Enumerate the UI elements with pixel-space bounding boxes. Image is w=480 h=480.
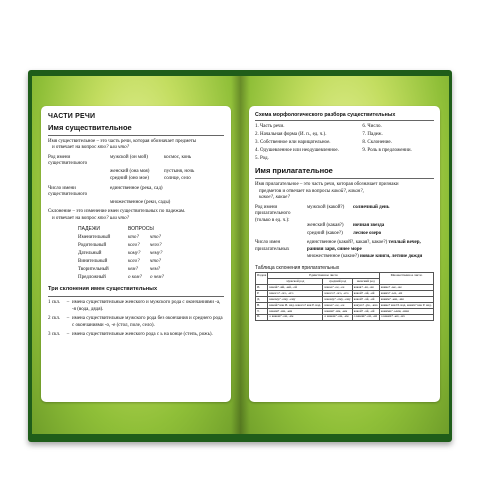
adj-gender-row-1: женский (какая?) ночная звезда	[307, 223, 385, 229]
scheme-list	[255, 124, 434, 164]
case-row: Именительный кто? что?	[78, 234, 161, 240]
case-row: Предложный о ком? о чем?	[78, 275, 164, 281]
table-header-case: Падеж	[256, 273, 268, 285]
scheme-col-2	[362, 124, 434, 164]
adj-number-row-0: Число имен прилагательных единственное (какой?, какая?, какое?) теплый вечер, ранняя заря, синее море	[255, 240, 421, 252]
adj-number-row-1: множественное (какие?) новые книги, летние дожди	[307, 254, 423, 260]
three-declensions-title: Три склонения имен существительных	[48, 285, 158, 292]
table-row: И. какой? -ий, -ый, -ой какое? -ое, -ее какая? -ая, -яя какие? -ые, -ие	[256, 285, 434, 291]
scheme-item: 5. Род.	[255, 156, 269, 162]
gender-row-1	[48, 169, 224, 176]
decl-line-2: и отвечает на вопрос	[52, 215, 97, 221]
scheme-item: 7. Падеж.	[362, 131, 383, 137]
right-page	[240, 76, 449, 434]
case-row: Родительный кого? чего?	[78, 242, 162, 248]
gender-kind: женский (она моя)	[110, 168, 150, 174]
adj-def-question-2: какое?, какие?	[259, 195, 290, 201]
number-kind: множественное (реки, сады)	[110, 199, 171, 205]
divider	[255, 120, 434, 121]
scheme-item: 8. Склонение.	[362, 140, 392, 146]
noun-title: Имя существительное	[48, 123, 132, 133]
scheme-item: 3. Собственное или нарицательное.	[255, 140, 331, 146]
number-label: Число имени существительного	[48, 185, 88, 198]
table-row: Т. каким? -им, -ым каким? -им, -ым какой? -ой, -ей какими? -ыми, -ими	[256, 308, 434, 314]
number-row-1	[48, 200, 224, 207]
scheme-title: Схема морфологического разбора существительных	[255, 112, 396, 118]
adj-number-label: Число имен прилагательных	[255, 240, 290, 252]
scheme-item: 4. Одушевленное или неодушевленное.	[255, 148, 339, 154]
scheme-col-1	[255, 124, 362, 164]
table-header-plural: Множественное число	[379, 273, 433, 285]
decl-line-1: Склонение – это изменение имен существительных по падежам.	[48, 209, 186, 215]
table-row: Р. какого? -ого, -его какого? -ого, -его какой? -ой, -ей каких? -ых, -их	[256, 291, 434, 297]
adjective-declension-table	[255, 272, 434, 321]
adjective-title: Имя прилагательное	[255, 166, 333, 176]
scheme-item: 6. Число.	[362, 123, 382, 129]
gender-label: Род имени существительного	[48, 154, 88, 167]
table-header-masc: мужской род	[268, 279, 323, 285]
cases-header-question: ВОПРОСЫ	[128, 226, 154, 233]
adj-def-question-1: какой?, какая?,	[331, 188, 364, 194]
cases-table	[78, 226, 224, 281]
noun-def-line-1: Имя существительное – это часть речи, которая обозначает предметы	[48, 138, 197, 144]
gender-kind: средний (оно мое)	[110, 176, 149, 182]
divider	[48, 135, 224, 136]
section-title: ЧАСТИ РЕЧИ	[48, 113, 96, 120]
adj-gender-row-2: средний (какое?) лесное озеро	[307, 230, 382, 236]
gender-example: пустыня, ночь	[164, 168, 195, 174]
declension-item: 1 скл. – имена существительные женского и мужского рода с окончаниями -а, -я (вода, дядя).	[48, 300, 221, 312]
cases-header-case: ПАДЕЖИ	[78, 226, 101, 233]
left-card	[41, 106, 231, 402]
gender-row-2	[48, 176, 224, 183]
adjective-definition	[255, 182, 434, 202]
declension-item: 3 скл. – имена существительные женского рода с ь на конце (степь, рожь).	[48, 332, 213, 338]
adj-gender-label: Род имени прилагательного (только в ед. ч.):	[255, 204, 291, 223]
table-row: Д. какому? -ому, -ему какому? -ому, -ему какой? -ой, -ей каким? -ым, -им	[256, 296, 434, 302]
case-row: Дательный кому? чему?	[78, 251, 163, 257]
table-header-fem: женский род	[352, 279, 379, 285]
noun-def-question: кто? или что?	[97, 145, 130, 151]
scheme-item: 9. Роль в предложении.	[362, 148, 412, 154]
scheme-item: 2. Начальная форма (И. п., ед. ч.).	[255, 131, 327, 137]
left-page	[32, 76, 241, 434]
scheme-item: 1. Часть речи.	[255, 123, 285, 129]
adj-def-line-2: предметов и отвечает на вопросы	[259, 188, 331, 194]
gender-example: солнце, село	[164, 176, 191, 182]
case-row: Творительный кем? чем?	[78, 267, 161, 273]
declension-item: 2 скл. – имена существительные мужского рода без окончания и среднего рода с окончаниями -о, -е (стол, поле, село).	[48, 316, 223, 328]
number-row-0	[48, 186, 224, 199]
cases-header	[78, 226, 224, 233]
divider	[48, 296, 224, 297]
divider	[255, 178, 434, 179]
table-header-neut: средний род	[323, 279, 352, 285]
noun-def-line-2: и отвечает на вопрос	[52, 145, 97, 151]
table-row: П. о каком? -ом, -ем о каком? -ом, -ем о какой? -ой, -ей о каких? -ых, -их	[256, 314, 434, 320]
adj-gender-row-0: Род имени прилагательного (только в ед. ч.): мужской (какой?) солнечный день	[255, 204, 390, 223]
gender-example: космос, конь	[164, 154, 192, 160]
table-row: В. какой? как И. над. какого? как Р. над. какое? -ое, -ее какую? -ую, -юю какие? как И. над. каких? как Р. над.	[257, 302, 432, 307]
noun-definition	[48, 139, 224, 152]
declension-definition	[48, 209, 224, 222]
gender-kind: мужской (он мой)	[110, 154, 148, 160]
gender-row-0	[48, 155, 224, 168]
decl-question: кто? или что?	[97, 215, 130, 221]
right-card	[249, 106, 440, 402]
table-header-singular: Единственное число	[268, 273, 380, 279]
adj-def-line-1: Имя прилагательное – это часть речи, которая обозначает признаки	[255, 182, 399, 188]
number-kind: единственное (река, сад)	[110, 185, 163, 191]
case-row: Винительный кого? что?	[78, 259, 161, 265]
table-caption: Таблица склонения прилагательных	[255, 264, 340, 271]
